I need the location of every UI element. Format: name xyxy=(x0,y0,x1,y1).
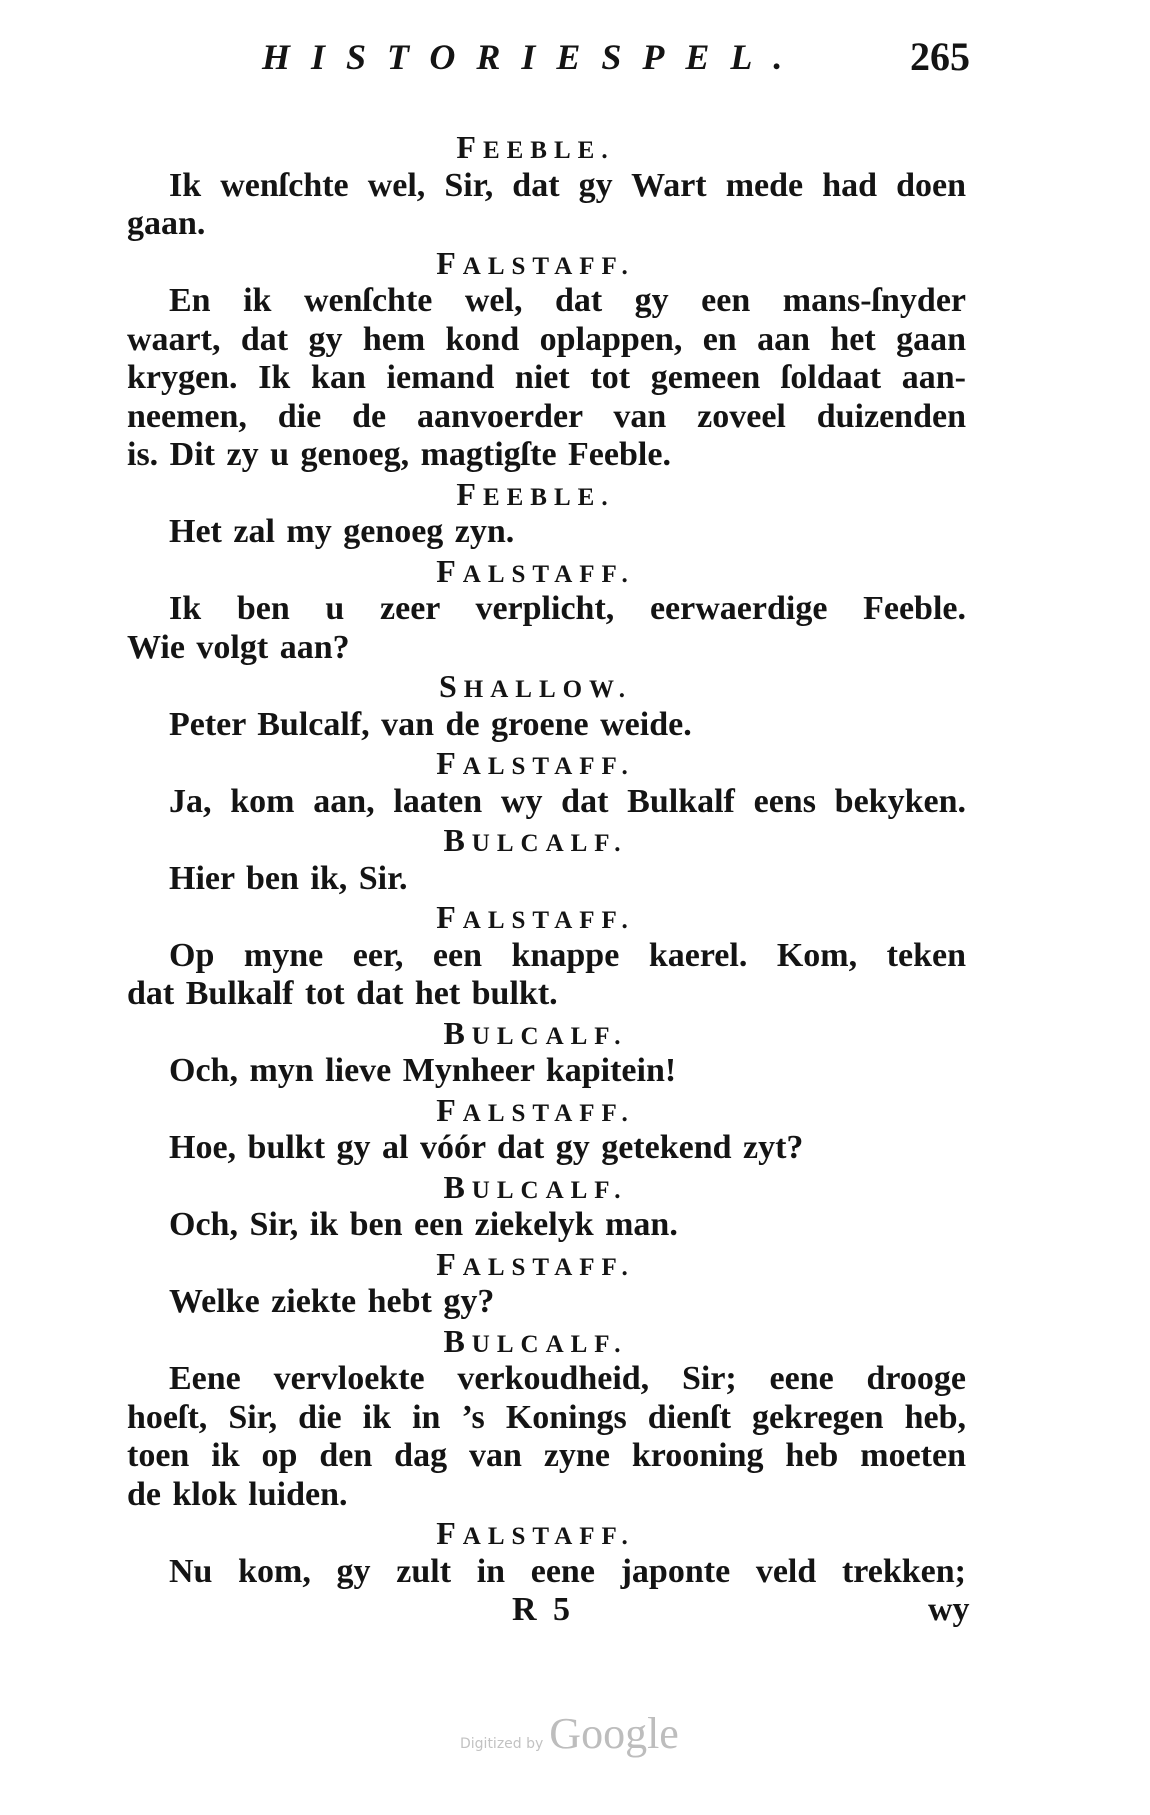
text-line: toen ik op den dag van zyne krooning heb moeten xyxy=(127,1437,966,1474)
speaker-name: FEEBLE. xyxy=(456,129,615,165)
text-line: Hoe, bulkt gy al vóór dat gy getekend zyt? xyxy=(169,1129,804,1166)
speaker-name: FALSTAFF. xyxy=(436,552,635,589)
speaker-name: FALSTAFF. xyxy=(436,244,635,281)
speaker-name: SHALLOW. xyxy=(438,668,633,704)
speaker-name: FEEBLE. xyxy=(456,475,615,512)
text-line: Ik ben u zeer verplicht, eerwaerdige Feeble. xyxy=(169,590,966,627)
speaker-name: BULCALF. xyxy=(443,822,628,858)
text-line: Wie volgt aan? xyxy=(127,628,350,666)
play-text xyxy=(127,128,966,1591)
text-line: Op myne eer, een knappe kaerel. Kom, teken xyxy=(169,936,966,974)
text-line: gaan. xyxy=(127,205,206,242)
text-line: Och, Sir, ik ben een ziekelyk man. xyxy=(169,1206,678,1243)
text-line: dat Bulkalf tot dat het bulkt. xyxy=(127,975,558,1012)
text-line: En ik wenſchte wel, dat gy een mans-ſnyder xyxy=(169,282,966,319)
speaker-name: BULCALF. xyxy=(443,1168,628,1205)
speaker-name: BULCALF. xyxy=(443,1014,628,1051)
text-line: waart, dat gy hem kond oplappen, en aan het gaan xyxy=(127,320,966,358)
signature-mark: R 5 xyxy=(512,1591,571,1628)
text-line: Het zal my genoeg zyn. xyxy=(169,513,515,550)
text-line: neemen, die de aanvoerder van zoveel duizenden xyxy=(127,397,966,435)
text-line: Och, myn lieve Mynheer kapitein! xyxy=(169,1052,677,1089)
watermark-prefix: Digitized by xyxy=(460,1736,544,1752)
speaker-name: FALSTAFF. xyxy=(436,899,635,935)
speaker-name: FALSTAFF. xyxy=(436,1245,635,1282)
text-line: Ik wenſchte wel, Sir, dat gy Wart mede had doen xyxy=(169,166,966,204)
text-line: is. Dit zy u genoeg, magtigſte Feeble. xyxy=(127,436,671,473)
text-line: Ja, kom aan, laaten wy dat Bulkalf eens bekyken. xyxy=(169,782,966,820)
digitization-watermark xyxy=(460,1708,679,1759)
catchword: wy xyxy=(928,1591,970,1628)
speaker-name: FALSTAFF. xyxy=(436,1091,635,1128)
speaker-name: FALSTAFF. xyxy=(436,1515,635,1551)
text-line: de klok luiden. xyxy=(127,1475,348,1513)
watermark-brand: Google xyxy=(549,1709,679,1758)
text-line: Eene vervloekte verkoudheid, Sir; eene drooge xyxy=(169,1360,966,1397)
running-title: HISTORIESPEL. xyxy=(262,37,804,77)
page-number: 265 xyxy=(910,34,970,79)
speaker-name: BULCALF. xyxy=(443,1322,628,1359)
text-line: Peter Bulcalf, van de groene weide. xyxy=(169,705,692,743)
speaker-name: FALSTAFF. xyxy=(436,745,635,781)
text-line: hoeſt, Sir, die ik in ’s Konings dienſt gekregen heb, xyxy=(127,1398,966,1436)
text-line: Hier ben ik, Sir. xyxy=(169,859,408,897)
text-line: Welke ziekte hebt gy? xyxy=(169,1283,495,1320)
text-line: krygen. Ik kan iemand niet tot gemeen ſoldaat aan- xyxy=(127,359,966,396)
text-line: Nu kom, gy zult in eene japonte veld trekken; xyxy=(169,1552,966,1590)
